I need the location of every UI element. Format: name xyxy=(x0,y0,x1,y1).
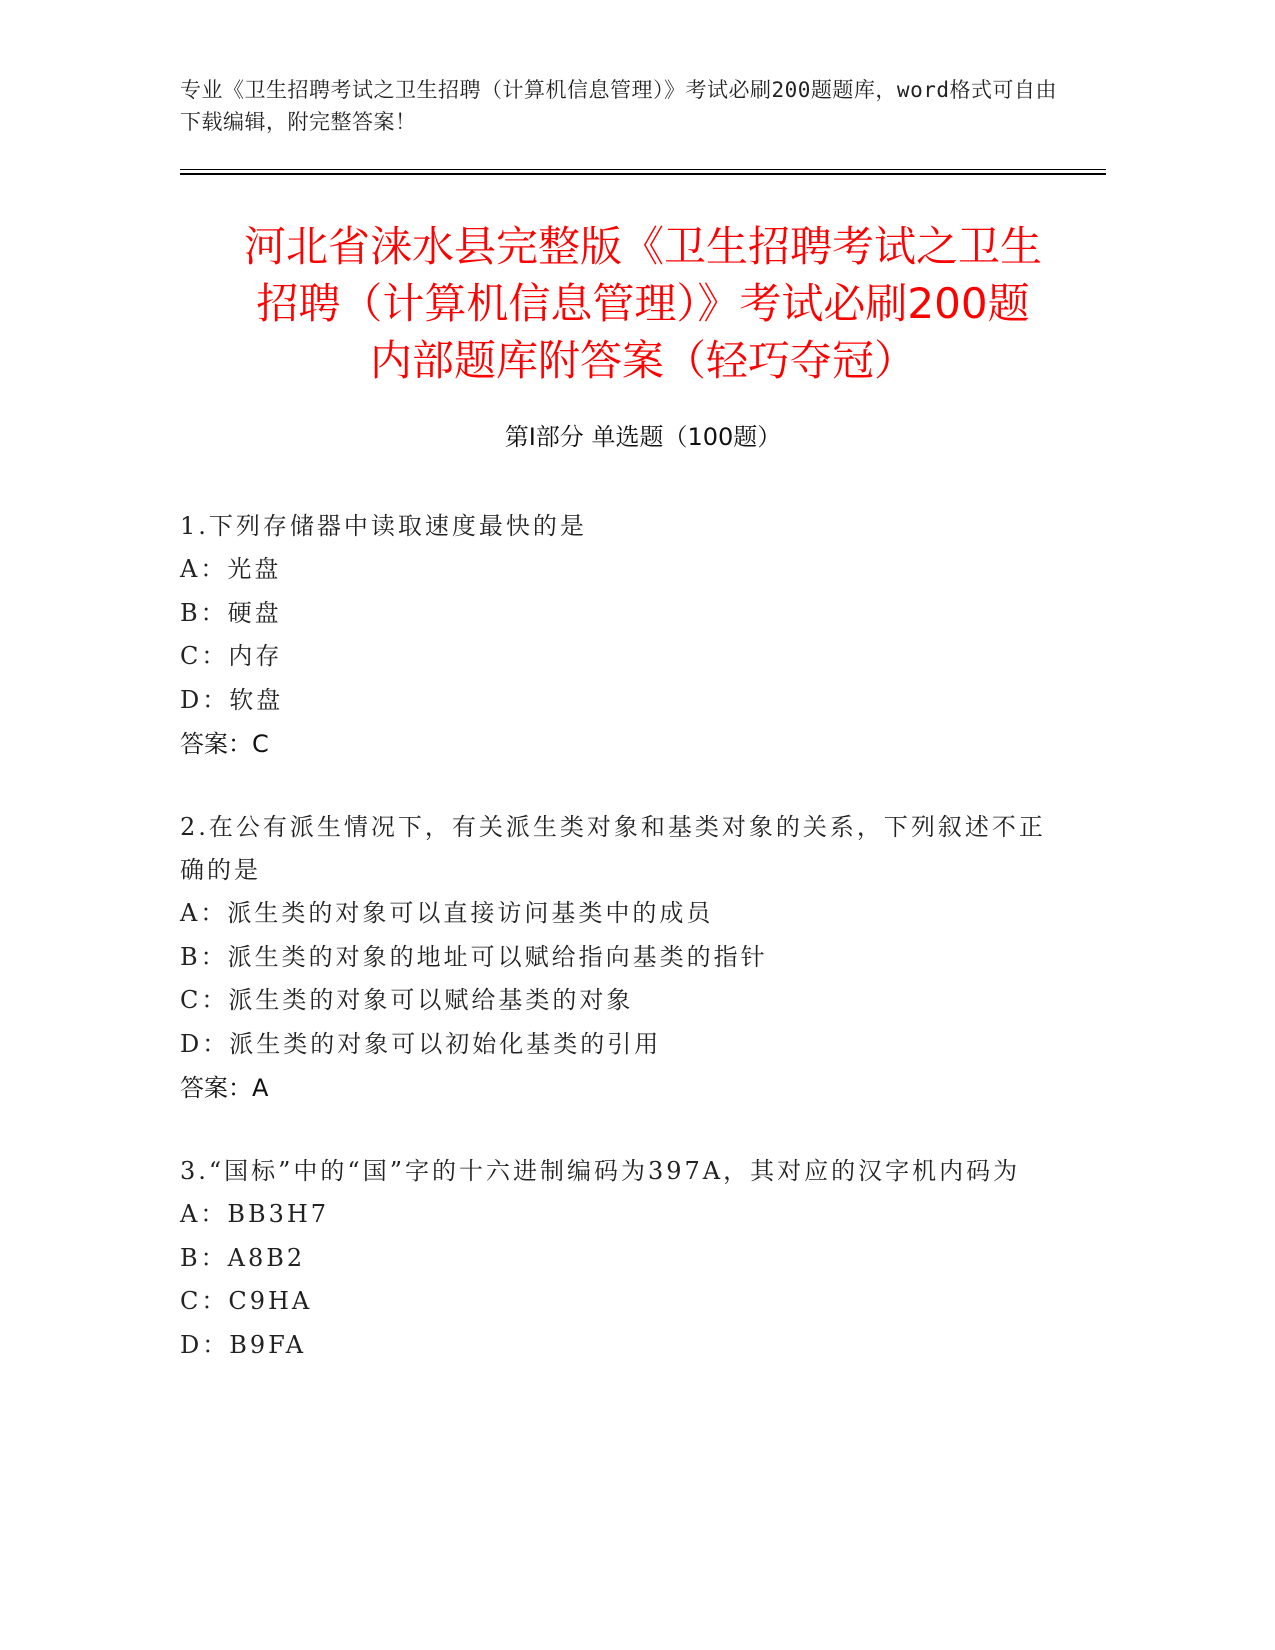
question-stem: 2.在公有派生情况下，有关派生类对象和基类对象的关系，下列叙述不正确的是 xyxy=(180,813,1046,884)
header-divider-thick xyxy=(180,173,1106,175)
question-stem: 1.下列存储器中读取速度最快的是 xyxy=(180,512,587,540)
question-2 xyxy=(180,806,1060,1110)
document-title-line-3: 内部题库附答案（轻巧夺冠） xyxy=(369,336,916,385)
option-b: B：派生类的对象的地址可以赋给指向基类的指针 xyxy=(180,942,768,971)
document-title-line-1: 河北省涞水县完整版《卫生招聘考试之卫生 xyxy=(243,222,1042,271)
header-note: 专业《卫生招聘考试之卫生招聘（计算机信息管理）》考试必刷200题题库，word格式可自由下载编辑，附完整答案！ xyxy=(180,78,1057,134)
option-c: C：派生类的对象可以赋给基类的对象 xyxy=(180,986,634,1014)
question-3 xyxy=(180,1150,1060,1367)
answer-line: 答案：C xyxy=(180,730,269,758)
document-title xyxy=(180,218,1106,389)
document-title-line-2: 招聘（计算机信息管理）》考试必刷200题 xyxy=(256,279,1030,328)
header-divider-thin xyxy=(180,169,1106,170)
option-c: C：内存 xyxy=(180,642,283,670)
option-a: A：派生类的对象可以直接访问基类中的成员 xyxy=(180,899,714,927)
question-stem: 3.“国标”中的“国”字的十六进制编码为397A，其对应的汉字机内码为 xyxy=(180,1157,1021,1185)
answer-line: 答案：A xyxy=(180,1074,269,1102)
option-a: A：光盘 xyxy=(180,555,282,583)
option-a: A：BB3H7 xyxy=(180,1200,330,1228)
section-title: 第Ⅰ部分 单选题（100题） xyxy=(504,423,782,451)
option-d: D：B9FA xyxy=(180,1330,307,1359)
question-1 xyxy=(180,505,1060,766)
option-d: D：派生类的对象可以初始化基类的引用 xyxy=(180,1029,662,1058)
option-d: D：软盘 xyxy=(180,685,284,714)
question-list xyxy=(180,505,1060,1407)
option-b: B：A8B2 xyxy=(180,1243,306,1272)
option-b: B：硬盘 xyxy=(180,598,282,627)
option-c: C：C9HA xyxy=(180,1287,313,1315)
